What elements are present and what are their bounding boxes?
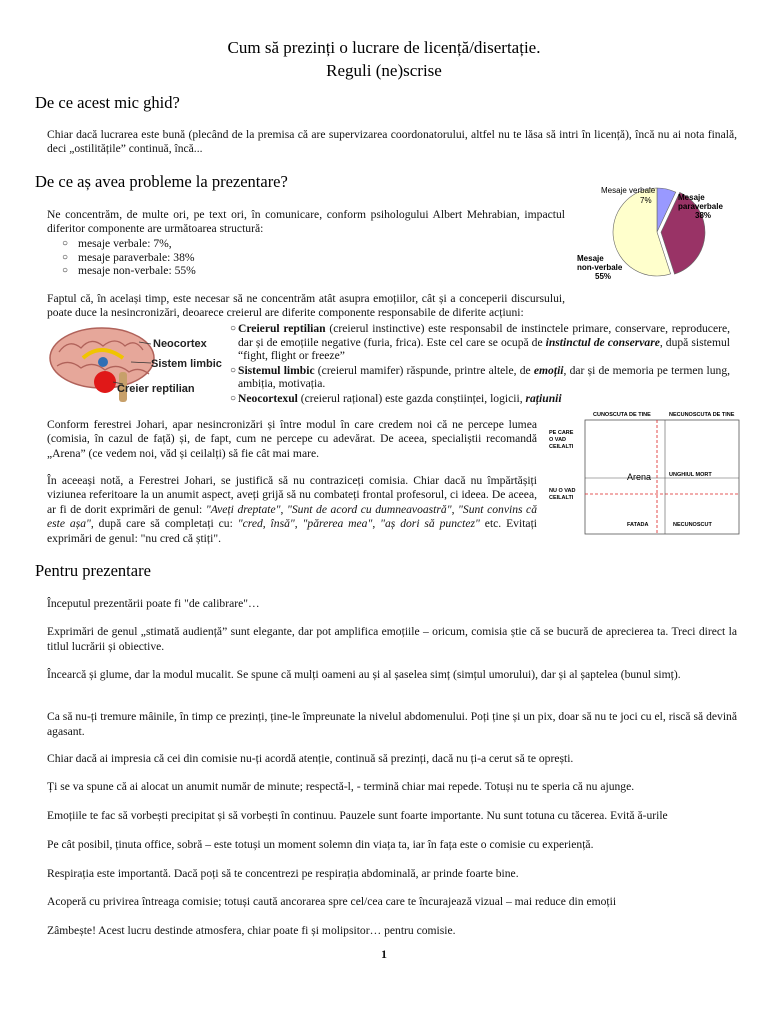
pie-value-paraverbal: 38% — [695, 211, 712, 220]
limbic-center — [98, 357, 108, 367]
johari-blind: UNGHIUL MORT — [669, 472, 712, 478]
list-item: Ți se va spune că ai alocat un anumit număr de minute; respectă-l, - termină chiar mai repede. Totuși nu te speria că nu ajunge. — [47, 780, 635, 793]
johari-arena: Arena — [627, 472, 652, 482]
johari-row-unseen: NU O VAD CEILALTI — [549, 488, 576, 501]
document-title-line2: Reguli (ne)scrise — [326, 61, 442, 80]
emotions-paragraph: Faptul că, în același timp, este necesar să ne concentrăm atât asupra emoțiilor, cât și a conceperii discursului, poate duce la nesincronizări, deoarece creierul are diferite componente responsabile de diferite acțiuni: — [47, 292, 565, 320]
label-neocortex: Neocortex — [153, 338, 207, 350]
label-limbic: Sistem limbic — [151, 358, 222, 370]
list-item: Pe cât posibil, ținuta office, sobră – este totuși un moment solemn din viața ta, iar în fața este o comisie cu experiență. — [47, 838, 594, 851]
list-item: Respirația este importantă. Dacă poți să te concentrezi pe respirația abdominală, ar prinde foarte bine. — [47, 867, 519, 880]
brain-components-list — [230, 322, 730, 407]
brain-illustration — [47, 322, 227, 406]
list-item: ○ mesaje verbale: 7%, — [62, 237, 362, 251]
johari-unknown: NECUNOSCUT — [673, 522, 712, 528]
communication-pie-chart — [565, 172, 735, 284]
mehrabian-intro: Ne concentrăm, de multe ori, pe text ori, în comunicare, conform psihologului Albert Mehrabian, impactul diferitor componente are următoarea structură: — [47, 208, 565, 236]
list-item: ○ mesaje non-verbale: 55% — [62, 264, 362, 278]
section1-paragraph: Chiar dacă lucrarea este bună (plecând de la premisa că are supervizarea coordonatorului, altfel nu te lăsa să intri în licență), încă nu ai nota finală, deci „ostilitățile” continuă, încă... — [47, 128, 737, 156]
list-item: Chiar dacă ai impresia că cei din comisie nu-ți acordă atenție, continuă să prezinți, dacă nu ți-a cerut să te oprești. — [47, 752, 574, 765]
johari-col-unknown: NECUNOSCUTA DE TINE — [669, 412, 735, 418]
document-title-line1: Cum să prezinți o lucrare de licență/disertație. — [227, 38, 541, 57]
pie-label-nonverbal: Mesaje non-verbale 55% — [577, 254, 623, 281]
pie-label-verbal: Mesaje verbale 7% — [601, 186, 656, 205]
johari-paragraph-2: În aceeași notă, a Ferestrei Johari, se justifică să nu contraziceți comisia. Chiar dacă nu împărtășiți viziunea referitoare la un anumit aspect, aveți grijă să nu combateți frontal profesorul, ci ideea. De aceea, ar fi de dorit exprimări de genul: "Aveți dreptate", "Sunt de acord cu dumneavoastră", "Sunt convins că este așa", după care să completați cu: "cred, însă", "părerea mea", "aș dori să punctez" etc. Evitați exprimări de genul: "nu cred că știți". — [47, 474, 538, 545]
section-heading-problems: De ce aș avea probleme la prezentare? — [35, 172, 288, 191]
list-item-neocortex: ○ Neocortexul (creierul rațional) este gazda conștiinței, logicii, rațiunii — [230, 392, 730, 406]
list-item-limbic: ○ Sistemul limbic (creierul mamifer) răspunde, printre altele, de emoții, dar și de memoria pe termen lung, ambiția, motivația. — [230, 364, 730, 391]
section-heading-presentation: Pentru prezentare — [35, 561, 151, 580]
list-item: Acoperă cu privirea întreaga comisie; totuși caută ancorarea spre cel/cea care te încurajează vizual – mai reduce din emoții — [47, 895, 617, 908]
johari-window-diagram — [545, 408, 745, 536]
list-item: Începutul prezentării poate fi "de calibrare"… — [47, 597, 260, 610]
johari-row-seen: PE CARE O VAD CEILALTI — [549, 430, 574, 450]
pie-value-nonverbal: 55% — [595, 272, 612, 281]
list-item: Exprimări de genul „stimată audiență” sunt elegante, dar pot amplifica emoțiile – oricum, comisia știe că se bucură de aprecierea ta. Treci direct la titlul lucrării și obiective. — [47, 625, 737, 653]
reptilian-shape — [94, 371, 116, 393]
list-item: ○ mesaje paraverbale: 38% — [62, 251, 362, 265]
list-item: Emoțiile te fac să vorbești precipitat și să vorbești în continuu. Pauzele sunt foarte importante. Nu sunt totuna cu tăcerea. Evită ă-urile — [47, 809, 668, 822]
list-item: Ca să nu-ți tremure mâinile, în timp ce prezinți, ține-le împreunate la nivelul abdomenului. Poți ține și un pix, doar să nu te joci cu el, riscă să devină agasant. — [47, 710, 737, 738]
list-item: Zâmbește! Acest lucru destinde atmosfera, chiar poate fi și molipsitor… pentru comisie. — [47, 924, 456, 937]
johari-frame — [585, 420, 739, 534]
list-item: Încearcă și glume, dar la modul mucalit. Se spune că mulți oameni au și al șaselea simț (simțul umorului), dar și al șaptelea (bunul simț). — [47, 668, 681, 681]
label-reptilian: Creier reptilian — [117, 383, 195, 395]
johari-col-known: CUNOSCUTA DE TINE — [593, 412, 651, 418]
pie-value-verbal: 7% — [640, 196, 652, 205]
mehrabian-list — [62, 237, 362, 278]
johari-paragraph-1: Conform ferestrei Johari, apar nesincronizări și între modul în care credem noi că ne percepe lumea (comisia, în cazul de față) și, de fapt, cum ne percepe cu adevărat. De aceea, specialiștii recomandă „Arena” (ce vedem noi, văd și ceilalți) să fie cât mai mare. — [47, 418, 537, 460]
pie-label-paraverbal: Mesaje paraverbale 38% — [678, 193, 723, 220]
johari-facade: FATADA — [627, 522, 649, 528]
list-item-reptilian: ○ Creierul reptilian (creierul instinctive) este responsabil de instinctele primare, conservare, reproducere, dar și de emoțiile negative (furia, frica). Este cel care se ocupă de instinctul de conservare, după sistemul “fight, flight or freeze” — [230, 322, 730, 363]
section-heading-why-guide: De ce acest mic ghid? — [35, 93, 180, 112]
page-number: 1 — [381, 947, 387, 961]
